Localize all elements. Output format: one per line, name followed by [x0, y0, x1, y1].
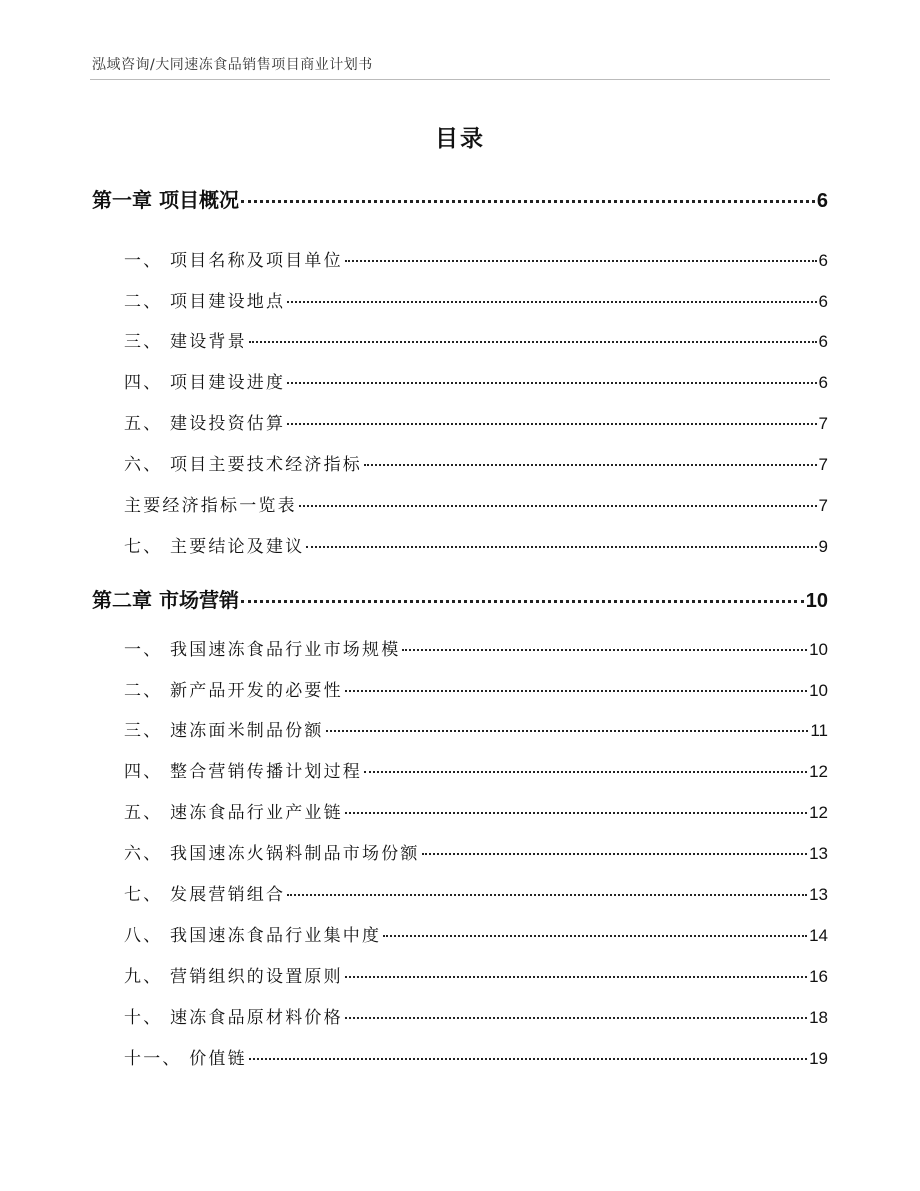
- dot-leader: [249, 341, 817, 343]
- toc-entry-page: 14: [809, 926, 828, 945]
- dot-leader: [345, 812, 807, 814]
- toc-entry-label: 第二章 市场营销: [92, 588, 239, 612]
- dot-leader: [299, 505, 817, 507]
- dot-leader: [241, 200, 815, 203]
- dot-leader: [345, 260, 817, 262]
- toc-entry[interactable]: [124, 839, 828, 864]
- toc-entry-page: 13: [809, 885, 828, 904]
- toc-entry-page: 6: [818, 373, 828, 392]
- dot-leader: [345, 690, 807, 692]
- toc-entry-page: 7: [818, 496, 828, 515]
- toc-entry[interactable]: [124, 491, 828, 516]
- dot-leader: [287, 894, 807, 896]
- toc-entry-label: 一、 我国速冻食品行业市场规模: [124, 640, 401, 660]
- toc-entry[interactable]: [124, 450, 828, 475]
- toc-entry-page: 12: [809, 803, 828, 822]
- toc-entry[interactable]: [124, 962, 828, 987]
- toc-entry-label: 主要经济指标一览表: [124, 496, 297, 516]
- toc-entry-page: 6: [818, 292, 828, 311]
- toc-entry-label: 八、 我国速冻食品行业集中度: [124, 926, 382, 946]
- toc-entry-label: 三、 速冻面米制品份额: [124, 721, 324, 741]
- toc-title: 目录: [435, 126, 485, 152]
- toc-entry-page: 13: [809, 844, 828, 863]
- toc-entry-label: 六、 项目主要技术经济指标: [124, 455, 363, 475]
- toc-entry-page: 12: [809, 762, 828, 781]
- header-divider: [90, 79, 830, 80]
- toc-entry[interactable]: [124, 409, 828, 434]
- toc-entry-page: 16: [809, 967, 828, 986]
- toc-entry-page: 7: [818, 455, 828, 474]
- toc-entry[interactable]: [92, 584, 828, 613]
- toc-entry-label: 九、 营销组织的设置原则: [124, 967, 343, 987]
- toc-entry[interactable]: [124, 1003, 828, 1028]
- dot-leader: [249, 1058, 807, 1060]
- toc-entry-label: 第一章 项目概况: [92, 188, 239, 212]
- dot-leader: [287, 382, 816, 384]
- dot-leader: [364, 464, 817, 466]
- toc-entry[interactable]: [124, 716, 828, 741]
- toc-entry-label: 五、 速冻食品行业产业链: [124, 803, 343, 823]
- toc-entry[interactable]: [124, 532, 828, 557]
- toc-entry[interactable]: [124, 246, 828, 271]
- toc-entry-label: 十一、 价值链: [124, 1049, 247, 1069]
- dot-leader: [287, 301, 816, 303]
- toc-entry-label: 三、 建设背景: [124, 332, 247, 352]
- dot-leader: [241, 600, 804, 603]
- toc-entry-page: 11: [810, 721, 828, 740]
- toc-entry[interactable]: [124, 1044, 828, 1069]
- toc-entry-label: 五、 建设投资估算: [124, 414, 286, 434]
- toc-entry-label: 四、 整合营销传播计划过程: [124, 762, 363, 782]
- toc-entry-label: 二、 新产品开发的必要性: [124, 681, 343, 701]
- toc-entry[interactable]: [124, 635, 828, 660]
- toc-entry[interactable]: [124, 757, 828, 782]
- toc-entry-label: 六、 我国速冻火锅料制品市场份额: [124, 844, 420, 864]
- toc-entry-label: 四、 项目建设进度: [124, 373, 286, 393]
- dot-leader: [422, 853, 807, 855]
- running-header: 泓域咨询/大同速冻食品销售项目商业计划书: [92, 57, 373, 73]
- toc-entry-page: 10: [809, 640, 828, 659]
- toc-entry-page: 6: [816, 190, 828, 212]
- toc-entry[interactable]: [92, 184, 828, 213]
- toc-entry[interactable]: [124, 327, 828, 352]
- toc-entry-page: 10: [805, 590, 828, 612]
- toc-entry[interactable]: [124, 676, 828, 701]
- toc-entry-page: 6: [818, 251, 828, 270]
- dot-leader: [345, 976, 807, 978]
- toc-entry-page: 10: [809, 681, 828, 700]
- dot-leader: [345, 1017, 807, 1019]
- dot-leader: [402, 649, 807, 651]
- dot-leader: [306, 546, 816, 548]
- toc-entry-label: 一、 项目名称及项目单位: [124, 251, 343, 271]
- toc-entry-label: 十、 速冻食品原材料价格: [124, 1008, 343, 1028]
- toc-entry[interactable]: [124, 880, 828, 905]
- toc-entry[interactable]: [124, 921, 828, 946]
- dot-leader: [364, 771, 807, 773]
- toc-entry[interactable]: [124, 287, 828, 312]
- toc-entry-page: 19: [809, 1049, 828, 1068]
- toc-entry-label: 七、 主要结论及建议: [124, 537, 305, 557]
- toc-entry-page: 7: [818, 414, 828, 433]
- dot-leader: [287, 423, 816, 425]
- toc-entry[interactable]: [124, 368, 828, 393]
- toc-entry[interactable]: [124, 798, 828, 823]
- toc-entry-page: 6: [818, 332, 828, 351]
- dot-leader: [326, 730, 809, 732]
- toc-entry-label: 二、 项目建设地点: [124, 292, 286, 312]
- toc-entry-label: 七、 发展营销组合: [124, 885, 286, 905]
- toc-entry-page: 18: [809, 1008, 828, 1027]
- dot-leader: [383, 935, 807, 937]
- toc-entry-page: 9: [818, 537, 828, 556]
